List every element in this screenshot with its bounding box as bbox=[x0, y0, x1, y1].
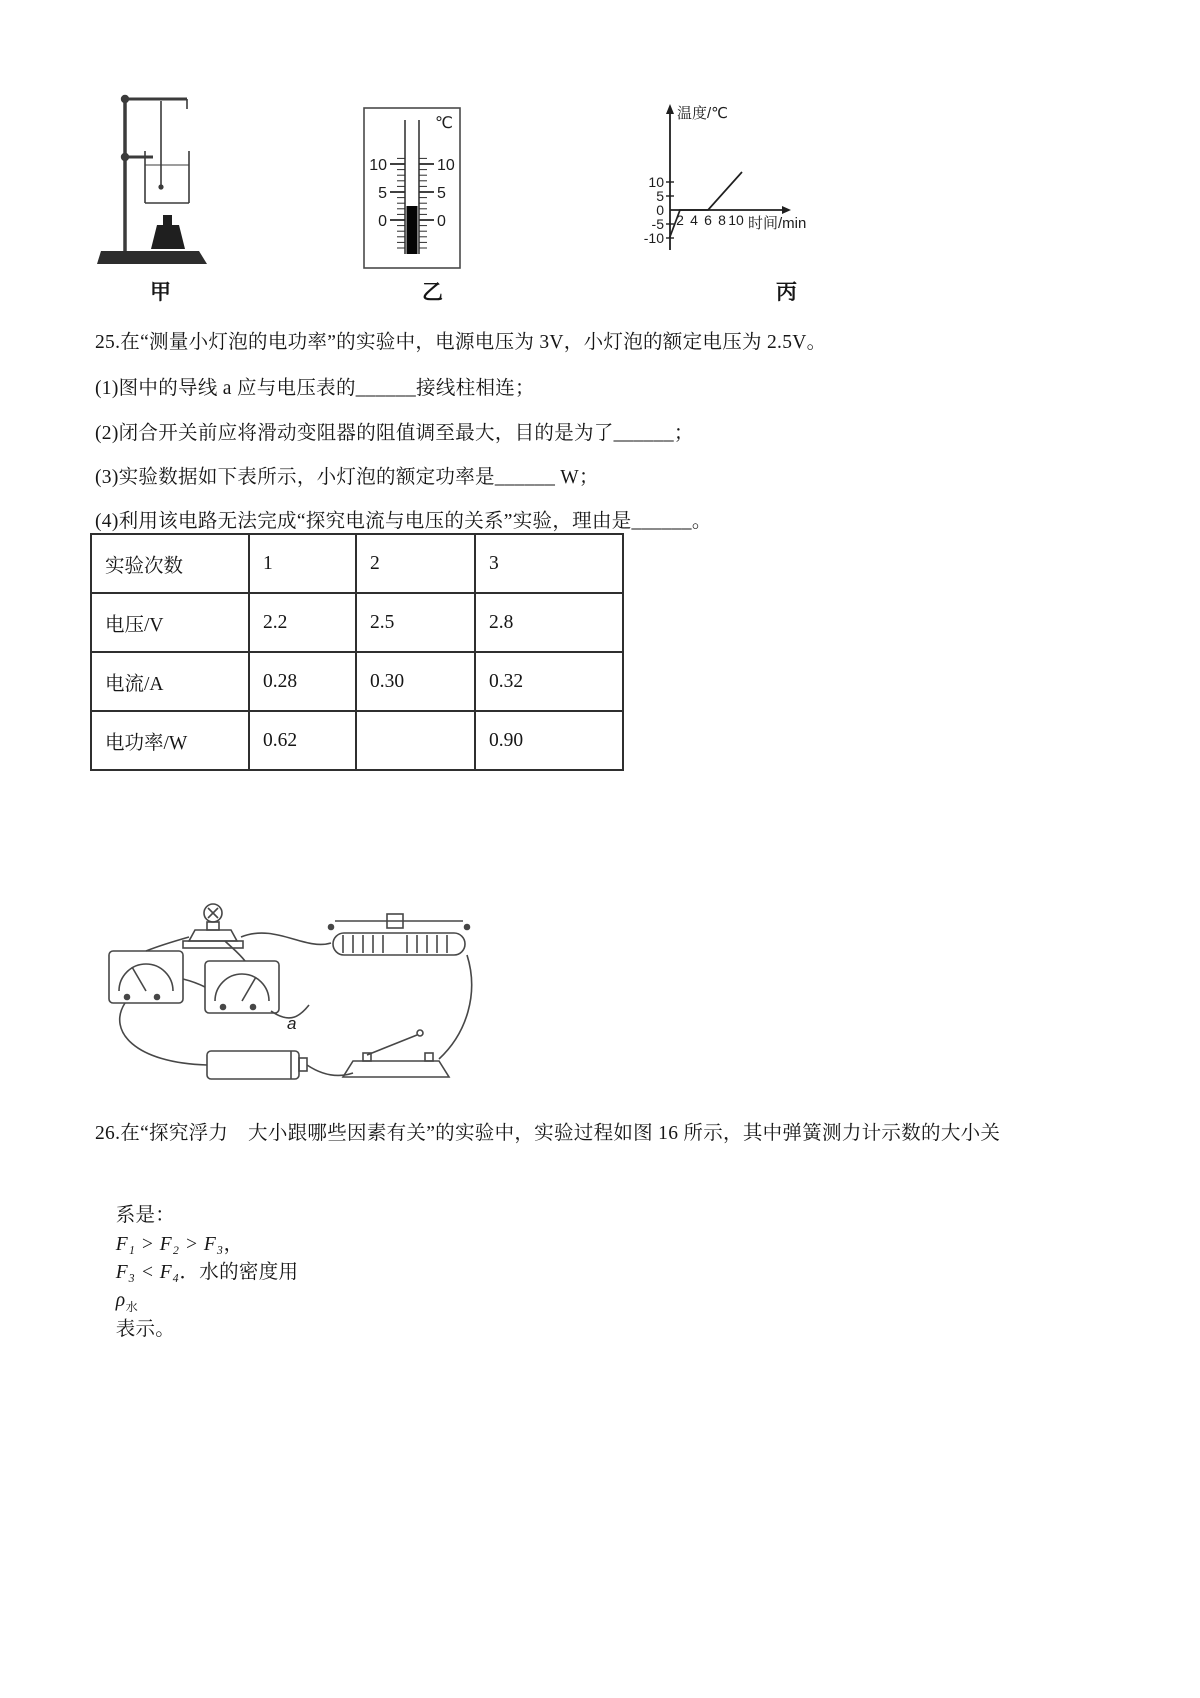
svg-text:-5: -5 bbox=[651, 216, 664, 232]
svg-text:8: 8 bbox=[718, 212, 726, 228]
svg-text:6: 6 bbox=[704, 212, 712, 228]
graph-ytick-labels bbox=[644, 174, 664, 246]
svg-text:2: 2 bbox=[676, 212, 684, 228]
figure-label-jia: 甲 bbox=[150, 280, 172, 304]
q26-line2-mid: ．水的密度用 bbox=[179, 1261, 299, 1283]
thermometer-in-beaker bbox=[158, 101, 163, 190]
q25-part-2: (2)闭合开关前应将滑动变阻器的阻值调至最大，目的是为了______； bbox=[95, 423, 694, 444]
temperature-curve bbox=[670, 172, 743, 238]
q25-part-1: (1)图中的导线 a 应与电压表的______接线柱相连； bbox=[95, 378, 535, 399]
graph-ylabel: 温度/℃ bbox=[677, 105, 729, 122]
ammeter bbox=[109, 951, 183, 1003]
circuit-figure bbox=[95, 893, 495, 1108]
table-cell: 电流/A bbox=[91, 652, 249, 711]
battery bbox=[207, 1051, 307, 1079]
svg-text:4: 4 bbox=[690, 212, 698, 228]
table-cell: 2 bbox=[356, 534, 475, 593]
light-bulb bbox=[183, 904, 243, 948]
beaker bbox=[145, 151, 189, 203]
mercury-column bbox=[407, 206, 418, 254]
table-row bbox=[91, 534, 623, 593]
rho-symbol: ρ bbox=[115, 1290, 126, 1312]
svg-text:5: 5 bbox=[656, 188, 664, 204]
y-axis-arrow bbox=[666, 104, 674, 114]
table-cell: 0.90 bbox=[475, 711, 623, 770]
voltmeter bbox=[205, 961, 279, 1013]
table-cell: 2.2 bbox=[249, 593, 356, 652]
thermometer-figure bbox=[350, 102, 475, 274]
svg-text:0: 0 bbox=[378, 213, 387, 230]
wire-label-a: a bbox=[287, 1014, 297, 1033]
q26-line2-suffix: 表示。 bbox=[115, 1319, 176, 1341]
table-row bbox=[91, 711, 623, 770]
burner bbox=[151, 215, 185, 249]
svg-text:10: 10 bbox=[437, 157, 455, 174]
q26-line-2 bbox=[95, 1174, 1135, 1373]
temperature-graph-figure bbox=[630, 100, 910, 272]
svg-text:-10: -10 bbox=[643, 230, 664, 246]
q25-part-3: (3)实验数据如下表所示，小灯泡的额定功率是______ W； bbox=[95, 467, 599, 488]
table-cell: 3 bbox=[475, 534, 623, 593]
switch bbox=[343, 1030, 449, 1077]
table-cell: 2.5 bbox=[356, 593, 475, 652]
q26-line2-prefix: 系是： bbox=[115, 1205, 176, 1227]
svg-text:10: 10 bbox=[648, 174, 664, 190]
svg-text:10: 10 bbox=[369, 157, 387, 174]
q26-separator: ， bbox=[223, 1233, 244, 1255]
svg-text:10: 10 bbox=[728, 212, 744, 228]
svg-text:5: 5 bbox=[437, 185, 446, 202]
svg-text:0: 0 bbox=[437, 213, 446, 230]
apparatus-figure bbox=[95, 85, 225, 280]
rheostat bbox=[329, 914, 470, 955]
table-row bbox=[91, 652, 623, 711]
stand-base bbox=[97, 251, 207, 264]
q25-stem: 25.在“测量小灯泡的电功率”的实验中，电源电压为 3V，小灯泡的额定电压为 2.5V。 bbox=[95, 332, 827, 353]
rho-subscript: 水 bbox=[125, 1299, 138, 1314]
table-cell: 2.8 bbox=[475, 593, 623, 652]
x-axis-arrow bbox=[782, 206, 791, 214]
q26-formula-1: F₁ > F₂ > F₃ bbox=[115, 1233, 224, 1255]
table-cell: 1 bbox=[249, 534, 356, 593]
table-cell: 实验次数 bbox=[91, 534, 249, 593]
q26-formula-2: F₃ < F₄ bbox=[115, 1261, 180, 1283]
q26-line-1: 26.在“探究浮力 大小跟哪些因素有关”的实验中，实验过程如图 16 所示，其中弹簧测力计示数的大小关 bbox=[95, 1123, 1001, 1144]
table-cell: 电功率/W bbox=[91, 711, 249, 770]
table-cell: 0.30 bbox=[356, 652, 475, 711]
table-row bbox=[91, 593, 623, 652]
table-cell: 电压/V bbox=[91, 593, 249, 652]
graph-xlabel: 时间/min bbox=[748, 215, 807, 232]
svg-text:5: 5 bbox=[378, 185, 387, 202]
table-cell: 0.28 bbox=[249, 652, 356, 711]
table-cell: 0.62 bbox=[249, 711, 356, 770]
experiment-data-table bbox=[90, 533, 624, 771]
thermometer-unit-label: ℃ bbox=[435, 115, 453, 132]
table-cell bbox=[356, 711, 475, 770]
svg-text:0: 0 bbox=[656, 202, 664, 218]
figure-label-bing: 丙 bbox=[776, 280, 798, 304]
figure-label-yi: 乙 bbox=[422, 280, 444, 304]
q25-part-4: (4)利用该电路无法完成“探究电流与电压的关系”实验，理由是______。 bbox=[95, 511, 712, 532]
graph-xtick-labels bbox=[676, 212, 744, 228]
table-cell: 0.32 bbox=[475, 652, 623, 711]
